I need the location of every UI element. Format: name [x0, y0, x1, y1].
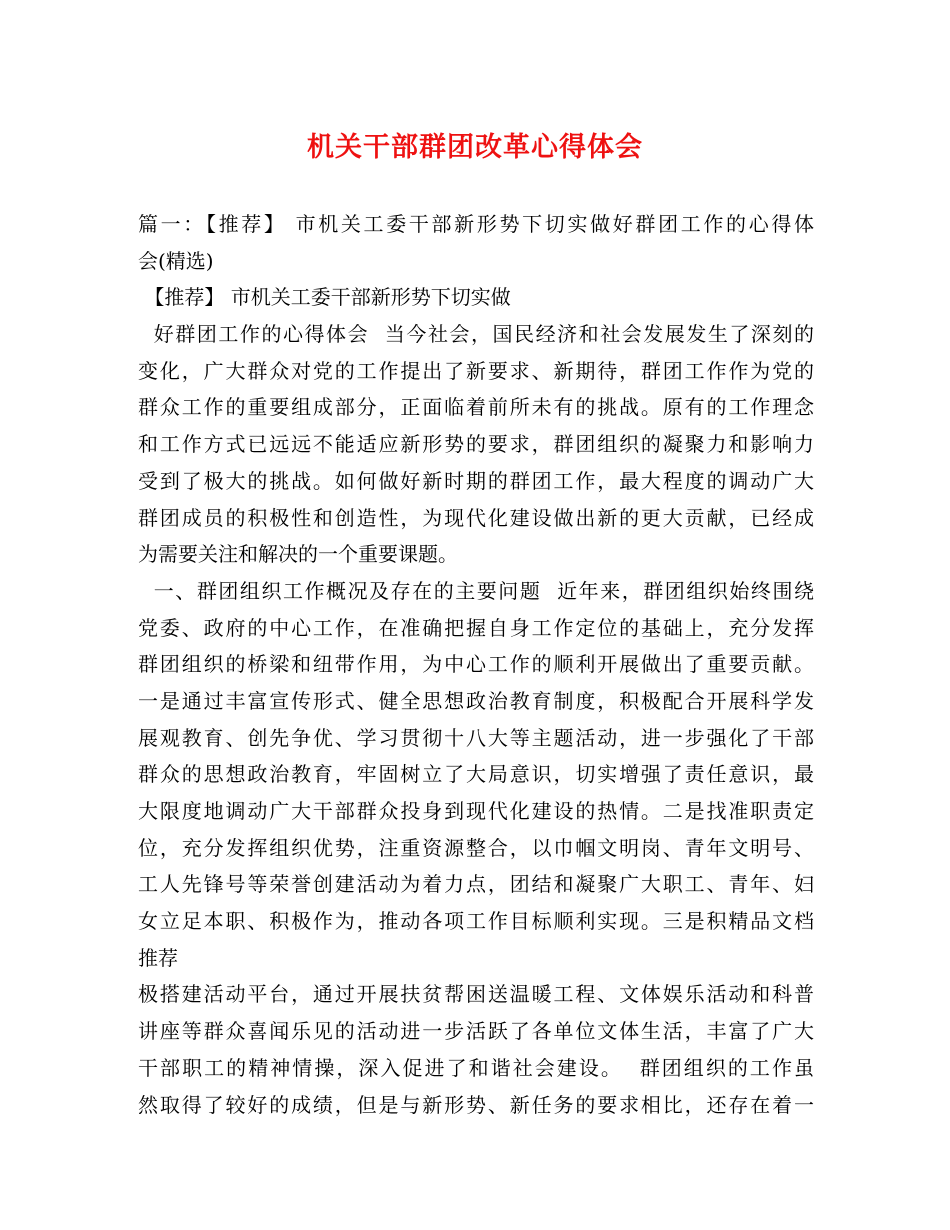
body-line: 会(精选) — [138, 248, 214, 273]
body-line: 群众的思想政治教育，牢固树立了大局意识，切实增强了责任意识，最 — [138, 762, 814, 787]
document-title: 机关干部群团改革心得体会 — [307, 132, 643, 163]
body-line: 篇一：【推荐】 市机关工委干部新形势下切实做好群团工作的心得体 — [138, 212, 814, 236]
body-line: 好群团工作的心得体会 当今社会，国民经济和社会发展发生了深刻的 — [138, 322, 814, 347]
body-line: 干部职工的精神情操，深入促进了和谐社会建设。 群团组织的工作虽 — [138, 1055, 814, 1080]
body-line: 和工作方式已远远不能适应新形势的要求，群团组织的凝聚力和影响力 — [138, 432, 814, 457]
body-line: 极搭建活动平台，通过开展扶贫帮困送温暖工程、文体娱乐活动和科普 — [138, 982, 814, 1007]
body-line: 受到了极大的挑战。如何做好新时期的群团工作，最大程度的调动广大 — [138, 468, 814, 493]
body-line: 推荐 — [138, 945, 178, 970]
body-line: 变化，广大群众对党的工作提出了新要求、新期待，群团工作作为党的 — [138, 358, 814, 383]
body-line: 一是通过丰富宣传形式、健全思想政治教育制度，积极配合开展科学发 — [138, 688, 814, 713]
body-line: 女立足本职、积极作为，推动各项工作目标顺利实现。三是积精品文档 — [138, 909, 814, 934]
body-line: 然取得了较好的成绩，但是与新形势、新任务的要求相比，还存在着一 — [138, 1092, 814, 1117]
body-line: 群众工作的重要组成部分，正面临着前所未有的挑战。原有的工作理念 — [138, 395, 814, 420]
body-line: 【推荐】 市机关工委干部新形势下切实做 — [138, 285, 511, 310]
body-line: 大限度地调动广大干部群众投身到现代化建设的热情。二是找准职责定 — [138, 799, 814, 823]
body-line: 一、群团组织工作概况及存在的主要问题 近年来，群团组织始终围绕 — [138, 578, 814, 603]
body-line: 群团组织的桥梁和纽带作用，为中心工作的顺利开展做出了重要贡献。 — [138, 652, 814, 677]
body-line: 工人先锋号等荣誉创建活动为着力点，团结和凝聚广大职工、青年、妇 — [138, 872, 814, 897]
body-line: 位，充分发挥组织优势，注重资源整合，以巾帼文明岗、青年文明号、 — [138, 835, 814, 860]
body-line: 展观教育、创先争优、学习贯彻十八大等主题活动，进一步强化了干部 — [138, 725, 814, 750]
document-body — [138, 206, 814, 1123]
body-line: 党委、政府的中心工作，在准确把握自身工作定位的基础上，充分发挥 — [138, 615, 814, 640]
body-line: 为需要关注和解决的一个重要课题。 — [138, 542, 458, 567]
body-line: 群团成员的积极性和创造性，为现代化建设做出新的更大贡献，已经成 — [138, 505, 814, 530]
body-line: 讲座等群众喜闻乐见的活动进一步活跃了各单位文体生活，丰富了广大 — [138, 1019, 814, 1044]
